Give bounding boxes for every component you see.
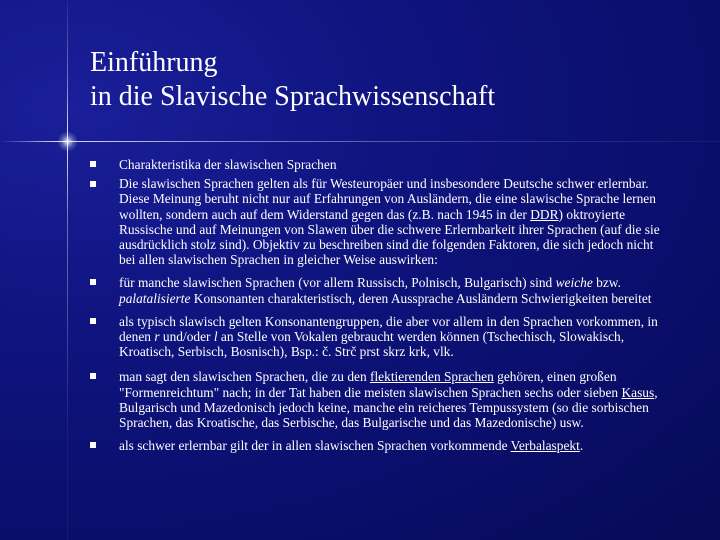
- link-kasus[interactable]: Kasus: [621, 384, 655, 400]
- link-ddr[interactable]: DDR: [530, 206, 559, 222]
- bullet-text-rest: , Bulgarisch und Mazedonisch jedoch keine, manche ein reicheres Tempussystem (so die sorbischen Sprachen, das Kroatische, das Serbische, das Bulgarische und das Mazedonische) usw.: [119, 384, 658, 431]
- bullet-text-mid: bzw.: [592, 275, 621, 291]
- square-bullet-icon: [90, 318, 96, 324]
- decorative-vertical-line: [67, 0, 68, 540]
- square-bullet-icon: [90, 181, 96, 187]
- decorative-glow: [57, 131, 78, 152]
- emphasis-l: l: [213, 329, 218, 345]
- bullet-item-consonant-groups: [90, 314, 670, 360]
- square-bullet-icon: [90, 161, 96, 167]
- bullet-item-palatalized: [90, 275, 670, 305]
- bullet-item-intro: [90, 176, 670, 267]
- emphasis-palatalisierte: palatalisierte: [119, 290, 191, 306]
- bullet-list: [90, 157, 670, 453]
- bullet-text-rest: ) oktroyierte Russische und auf Meinungen von Slawen über die schwere Erlernbarkeit ihrer Sprachen (auf die sie ausdrücklich stolz sind). Objektiv zu beschreiben sind die folgenden Faktoren, die sich jedoch nicht bei allen slawischen Sprachen in gleicher Weise auswirken:: [119, 206, 660, 268]
- bullet-text: als schwer erlernbar gilt der in allen slawischen Sprachen vorkommende: [119, 438, 511, 454]
- emphasis-weiche: weiche: [555, 275, 593, 291]
- bullet-item-heading: [90, 157, 670, 172]
- bullet-text-rest: an Stelle von Vokalen gebraucht werden können (Tschechisch, Slowakisch, Kroatisch, Serbisch, Bosnisch), Bsp.: č. Strč prst skrz krk, vlk.: [119, 329, 625, 360]
- bullet-item-aspect: [90, 438, 670, 453]
- bullet-text-rest: Konsonanten charakteristisch, deren Aussprache Ausländern Schwierigkeiten bereitet: [190, 290, 652, 306]
- bullet-text: man sagt den slawischen Sprachen, die zu den: [119, 369, 370, 385]
- bullet-text-rest: .: [579, 438, 584, 454]
- bullet-text: Charakteristika der slawischen Sprachen: [119, 157, 337, 172]
- emphasis-r: r: [154, 329, 160, 345]
- bullet-text: als typisch slawisch gelten Konsonantengruppen, die aber vor allem in den Sprachen vorkommen, in denen: [119, 313, 658, 345]
- slide-title-line-2: in die Slavische Sprachwissenschaft: [90, 81, 496, 112]
- square-bullet-icon: [90, 442, 96, 448]
- slide-title-line-1: Einführung: [90, 47, 218, 78]
- link-verbalaspekt[interactable]: Verbalaspekt: [510, 438, 580, 454]
- bullet-text: Die slawischen Sprachen gelten als für Westeuropäer und insbesondere Deutsche schwer erlernbar. Diese Meinung beruht nicht nur auf Erfahrungen von Ausländern, die eine slawische Sprache lernen wollten, sondern auch auf dem Widerstand gegen das (z.B. nach 1945 in der: [119, 176, 656, 222]
- bullet-text-mid: und/oder: [159, 329, 214, 345]
- bullet-item-forms: [90, 369, 670, 430]
- bullet-text-mid: gehören, einen großen "Formenreichtum" nach; in der Tat haben die meisten slawischen Sprachen sechs oder sieben: [119, 369, 622, 400]
- bullet-text: für manche slawischen Sprachen (vor allem Russisch, Polnisch, Bulgarisch) sind: [119, 275, 556, 291]
- link-flektierende-sprachen[interactable]: flektierenden Sprachen: [370, 369, 494, 385]
- square-bullet-icon: [90, 279, 96, 285]
- square-bullet-icon: [90, 373, 96, 379]
- slide-title: [90, 46, 495, 114]
- decorative-horizontal-line: [0, 141, 720, 142]
